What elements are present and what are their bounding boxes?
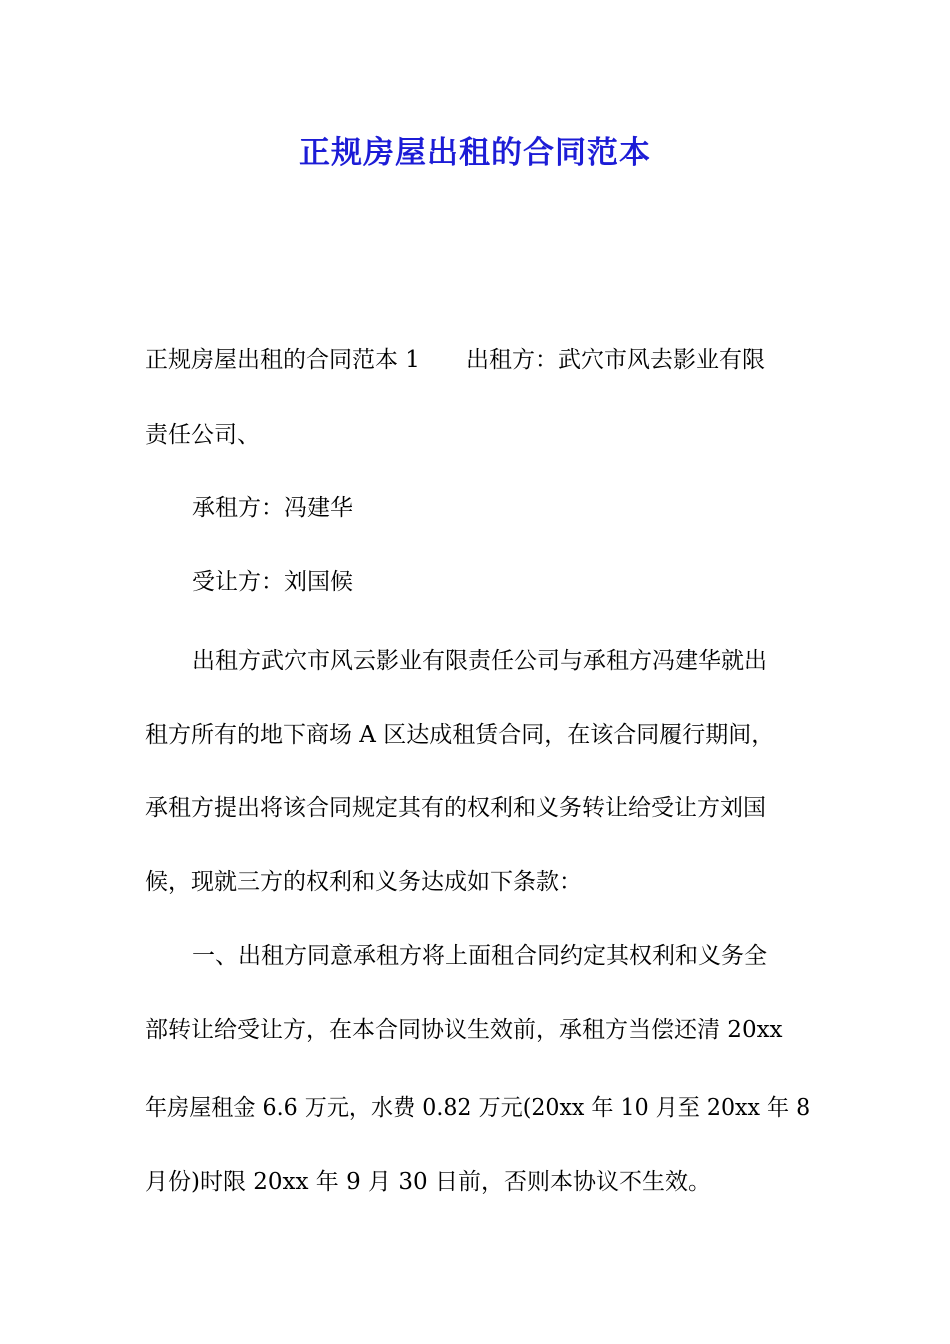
body-line-7: 承租方提出将该合同规定其有的权利和义务转让给受让方刘国 [145,795,766,821]
body-line-11: 年房屋租金 6.6 万元，水费 0.82 万元(20xx 年 10 月至 20xx 年 8 [145,1095,811,1121]
body-line-5: 出租方武穴市风云影业有限责任公司与承租方冯建华就出 [192,648,767,674]
body-line-2: 责任公司、 [145,422,260,448]
document-title: 正规房屋出租的合同范本 [299,135,651,171]
body-line-assignee: 受让方：刘国候 [192,569,353,595]
body-line-6: 租方所有的地下商场 A 区达成租赁合同，在该合同履行期间， [145,722,775,748]
body-line-12: 月份)时限 20xx 年 9 月 30 日前，否则本协议不生效。 [145,1169,711,1195]
body-line-8: 候，现就三方的权利和义务达成如下条款： [145,869,582,895]
body-line-lessee: 承租方：冯建华 [192,495,353,521]
body-line-1: 正规房屋出租的合同范本 1 出租方：武穴市风去影业有限 [145,347,765,373]
body-line-10: 部转让给受让方，在本合同协议生效前，承租方当偿还清 20xx [145,1017,783,1043]
body-line-9: 一、出租方同意承租方将上面租合同约定其权利和义务全 [192,943,767,969]
